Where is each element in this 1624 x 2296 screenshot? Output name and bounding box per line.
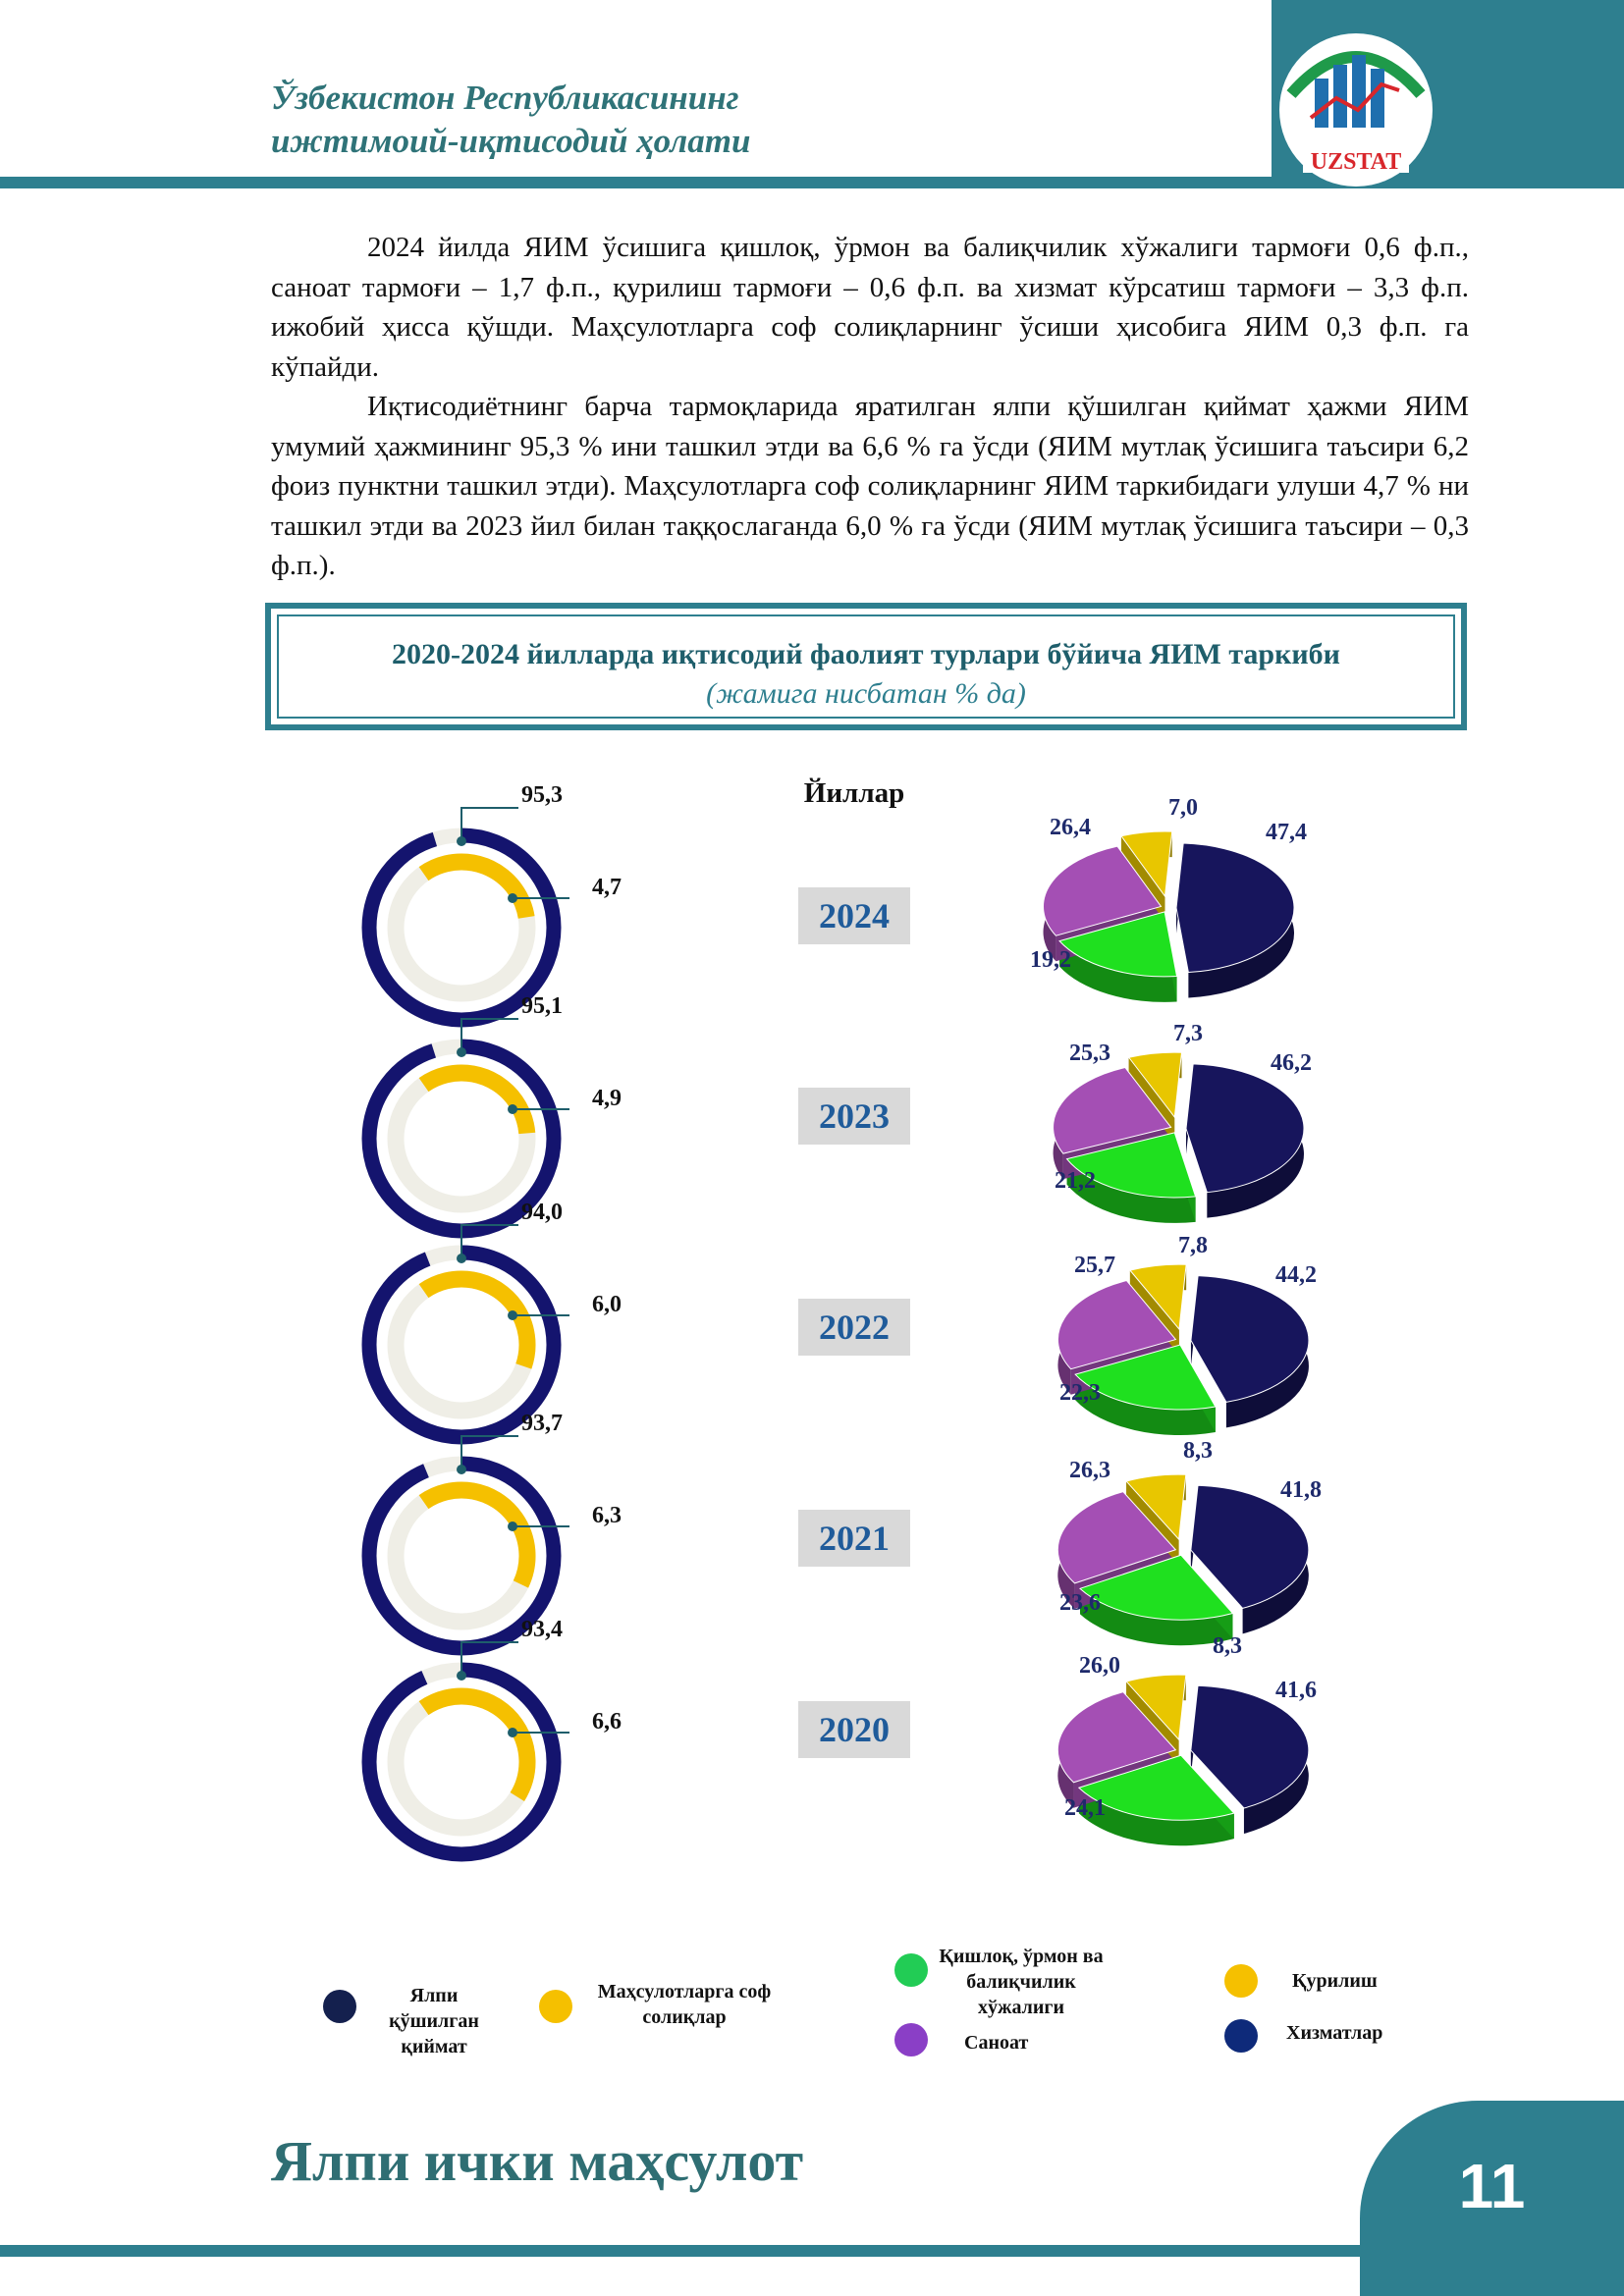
year-label-2022: 2022 [798, 1299, 910, 1356]
pie-label-2021-3: 8,3 [1183, 1438, 1213, 1464]
donut-taxes-value-2020: 6,6 [592, 1709, 622, 1735]
pie-label-2020-1: 24,1 [1064, 1795, 1106, 1821]
donut-gva-value-2022: 94,0 [521, 1200, 563, 1225]
pie-label-2024-3: 7,0 [1168, 795, 1198, 821]
pie-label-2021-2: 26,3 [1069, 1458, 1110, 1483]
header-title-line2: ижтимоий-иқтисодий ҳолати [271, 122, 751, 160]
legend-label-services: Хизматлар [1286, 2022, 1383, 2044]
paragraph-1: 2024 йилда ЯИМ ўсишига қишлоқ, ўрмон ва балиқчилик хўжалиги тармоғи 0,6 ф.п., саноат тармоғи – 1,7 ф.п., қурилиш тармоғи – 0,6 ф.п. ва хизмат кўрсатиш тармоғи – 3,3 ф.п. ижобий ҳисса қўшди. Маҳсулотларга соф солиқларнинг ўсиши ҳисобига ЯИМ 0,3 ф.п. га кўпайди. [271, 232, 1469, 383]
pie-label-2023-2: 25,3 [1069, 1041, 1110, 1066]
donut-gva-value-2024: 95,3 [521, 782, 563, 808]
year-label-2021: 2021 [798, 1510, 910, 1567]
donut-gva-value-2023: 95,1 [521, 993, 563, 1019]
pie-label-2024-2: 26,4 [1050, 815, 1091, 840]
pie-label-2020-0: 41,6 [1275, 1678, 1317, 1703]
pie-label-2022-2: 25,7 [1074, 1253, 1115, 1278]
donut-taxes-value-2024: 4,7 [592, 875, 622, 900]
year-label-2023: 2023 [798, 1088, 910, 1145]
logo-text: UZSTAT [1310, 149, 1402, 175]
legend-label-taxes: Маҳсулотларга соф солиқлар [597, 1981, 772, 2028]
header-title-line1: Ўзбекистон Республикасининг [271, 79, 739, 117]
pie-label-2020-3: 8,3 [1213, 1633, 1242, 1659]
pie-label-2024-1: 19,2 [1030, 947, 1071, 973]
figure-title: 2020-2024 йилларда иқтисодий фаолият турлари бўйича ЯИМ таркиби [392, 638, 1340, 670]
pie-label-2020-2: 26,0 [1079, 1653, 1120, 1679]
pie-label-2021-1: 23,6 [1059, 1590, 1101, 1616]
figure-subtitle: (жамига нисбатан % да) [706, 677, 1026, 710]
donut-gva-value-2021: 93,7 [521, 1411, 563, 1436]
year-label-2024: 2024 [798, 887, 910, 944]
paragraph-2: Иқтисодиётнинг барча тармоқларида яратилган ялпи қўшилган қиймат ҳажми ЯИМ умумий ҳажмининг 95,3 % ини ташкил этди ва 6,6 % га ўсди (ЯИМ мутлақ ўсишига таъсири 6,2 фоиз пунктни ташкил этди). Маҳсулотларга соф солиқларнинг ЯИМ таркибидаги улуши 4,7 % ни ташкил этди ва 2023 йил билан таққослаганда 6,0 % га ўсди (ЯИМ мутлақ ўсишига таъсири – 0,3 ф.п.). [271, 391, 1469, 581]
pie-label-2023-1: 21,2 [1055, 1168, 1096, 1194]
donut-gva-value-2020: 93,4 [521, 1617, 563, 1642]
year-label-2020: 2020 [798, 1701, 910, 1758]
pie-label-2023-0: 46,2 [1271, 1050, 1312, 1076]
pie-label-2024-0: 47,4 [1266, 820, 1307, 845]
donut-taxes-value-2021: 6,3 [592, 1503, 622, 1528]
pie-label-2021-0: 41,8 [1280, 1477, 1322, 1503]
legend-label-agri: Қишлоқ, ўрмон ва балиқчилик хўжалиги [939, 1946, 1104, 2018]
years-header: Йиллар [803, 777, 905, 809]
page-number: 11 [1458, 2151, 1526, 2221]
legend-label-industry: Саноат [964, 2032, 1029, 2054]
pie-label-2022-0: 44,2 [1275, 1262, 1317, 1288]
legend-label-construction: Қурилиш [1292, 1970, 1378, 1992]
donut-taxes-value-2022: 6,0 [592, 1292, 622, 1317]
legend-label-gva: Ялпи қўшилган қиймат [389, 1985, 479, 2057]
pie-label-2022-3: 7,8 [1178, 1233, 1208, 1258]
footer-section-title: Ялпи ички маҳсулот [271, 2129, 804, 2193]
pie-label-2023-3: 7,3 [1173, 1021, 1203, 1046]
donut-taxes-value-2023: 4,9 [592, 1086, 622, 1111]
pie-label-2022-1: 22,3 [1059, 1380, 1101, 1406]
